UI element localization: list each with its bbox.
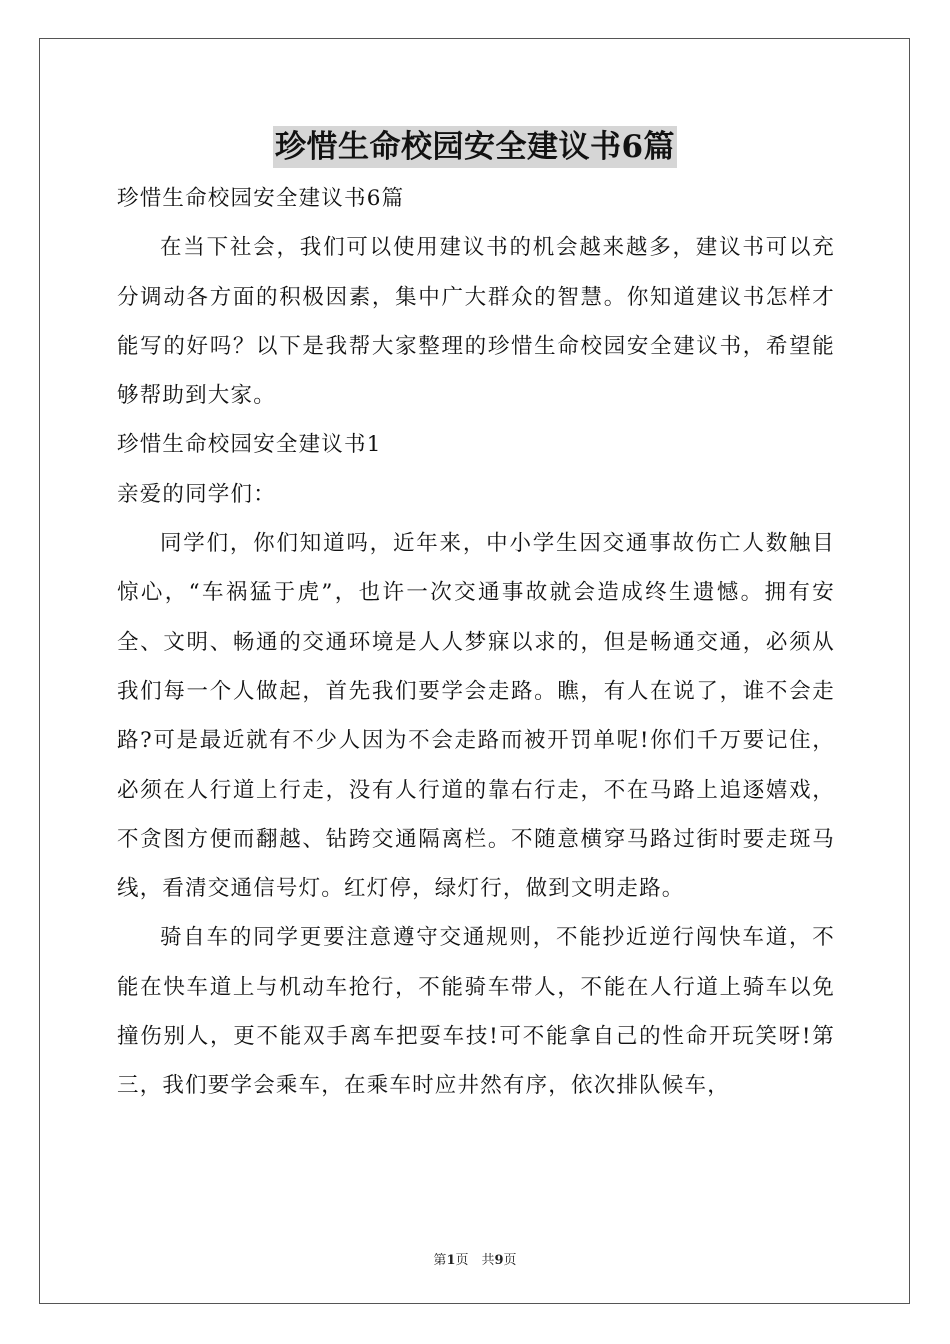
document-body bbox=[117, 174, 835, 1111]
page-footer bbox=[0, 1249, 950, 1268]
page-total: 9 bbox=[494, 1253, 504, 1268]
page-suffix: 页 bbox=[503, 1253, 517, 1268]
salutation: 亲爱的同学们： bbox=[117, 481, 276, 507]
body-paragraph-1: 同学们，你们知道吗，近年来，中小学生因交通事故伤亡人数触目惊心，“车祸猛于虎”，也许一次交通事故就会造成终生遗憾。拥有安全、文明、畅通的交通环境是人人梦寐以求的，但是畅通交通，必须从我们每一个人做起，首先我们要学会走路。瞧，有人在说了，谁不会走路?可是最近就有不少人因为不会走路而被开罚单呢!你们千万要记住，必须在人行道上行走，没有人行道的靠右行走，不在马路上追逐嬉戏，不贪图方便而翻越、钻跨交通隔离栏。不随意横穿马路过街时要走斑马线，看清交通信号灯。红灯停，绿灯行，做到文明走路。 bbox=[117, 531, 835, 902]
section-heading: 珍惜生命校园安全建议书1 bbox=[117, 432, 382, 458]
intro-paragraph: 在当下社会，我们可以使用建议书的机会越来越多，建议书可以充分调动各方面的积极因素，集中广大群众的智慧。你知道建议书怎样才能写的好吗？以下是我帮大家整理的珍惜生命校园安全建议书，希望能够帮助到大家。 bbox=[117, 235, 835, 409]
title-container bbox=[0, 126, 950, 168]
page-current: 1 bbox=[446, 1253, 456, 1268]
body-paragraph-2: 骑自车的同学更要注意遵守交通规则，不能抄近逆行闯快车道，不能在快车道上与机动车抢行，不能骑车带人，不能在人行道上骑车以免撞伤别人，更不能双手离车把耍车技!可不能拿自己的性命开玩笑呀!第三，我们要学会乘车，在乘车时应井然有序，依次排队候车， bbox=[117, 925, 835, 1099]
page-prefix: 第 bbox=[433, 1253, 447, 1268]
document-title: 珍惜生命校园安全建议书6篇 bbox=[273, 126, 677, 168]
document-subtitle: 珍惜生命校园安全建议书6篇 bbox=[117, 186, 405, 211]
page-mid: 页 共 bbox=[455, 1253, 495, 1268]
